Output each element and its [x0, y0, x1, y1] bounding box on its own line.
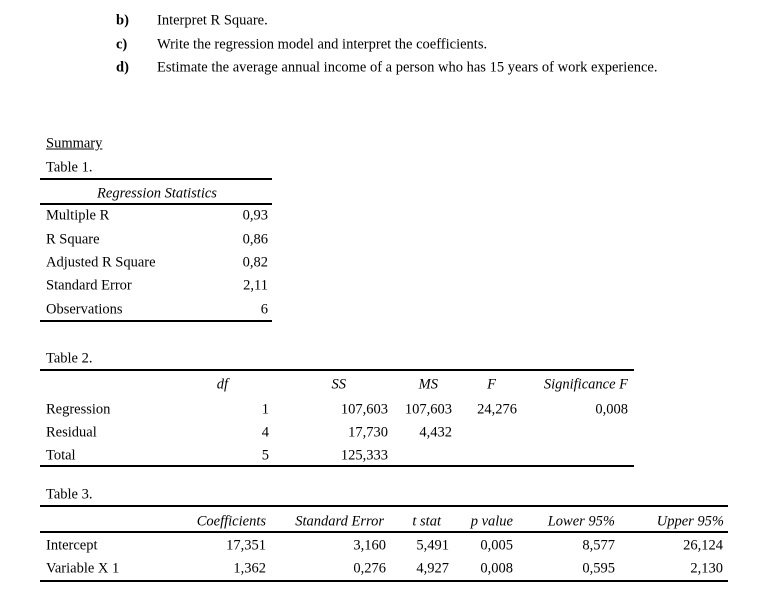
column-header: Coefficients: [196, 513, 266, 530]
row-value: 0,82: [242, 254, 268, 271]
table-rule: [40, 531, 728, 533]
cell: 26,124: [683, 537, 723, 554]
cell: Variable X 1: [46, 560, 120, 577]
row-label: Adjusted R Square: [46, 254, 156, 271]
cell: 1,362: [233, 560, 266, 577]
table1-header: Regression Statistics: [97, 185, 217, 202]
column-header: Standard Error: [295, 513, 384, 530]
row-value: 0,93: [242, 207, 268, 224]
row-value: 0,86: [242, 231, 268, 248]
column-header: F: [487, 376, 496, 393]
cell: 5: [261, 447, 269, 464]
table3-caption: Table 3.: [46, 486, 93, 503]
row-label: Standard Error: [46, 277, 132, 294]
cell: 0,005: [480, 537, 513, 554]
cell: 3,160: [353, 537, 386, 554]
table-rule: [40, 465, 634, 467]
table2-caption: Table 2.: [46, 350, 93, 367]
column-header: Significance F: [543, 376, 628, 393]
question-label: c): [116, 36, 128, 53]
summary-heading: Summary: [46, 135, 103, 152]
cell: Total: [46, 447, 76, 464]
cell: 8,577: [582, 537, 615, 554]
column-header: Upper 95%: [656, 513, 724, 530]
row-value: 2,11: [243, 277, 268, 294]
cell: 5,491: [416, 537, 449, 554]
cell: Regression: [46, 401, 111, 418]
table-rule: [40, 369, 634, 371]
cell: 1: [261, 401, 269, 418]
cell: Intercept: [46, 537, 98, 554]
cell: 17,351: [226, 537, 266, 554]
table-rule: [40, 320, 272, 322]
cell: 0,276: [353, 560, 386, 577]
column-header: Lower 95%: [547, 513, 615, 530]
question-text: Interpret R Square.: [157, 12, 268, 29]
table-rule: [40, 178, 272, 180]
row-value: 6: [260, 301, 268, 318]
column-header: t stat: [412, 513, 441, 530]
row-label: Multiple R: [46, 207, 110, 224]
column-header: SS: [331, 376, 346, 393]
question-label: b): [116, 12, 129, 29]
cell: 4,927: [416, 560, 449, 577]
cell: 107,603: [340, 401, 388, 418]
cell: 0,008: [595, 401, 628, 418]
cell: 4: [261, 424, 269, 441]
row-label: Observations: [46, 301, 123, 318]
cell: 4,432: [419, 424, 452, 441]
cell: 0,008: [480, 560, 513, 577]
table-rule: [40, 505, 728, 507]
question-text: Write the regression model and interpret the coefficients.: [157, 36, 488, 53]
question-text: Estimate the average annual income of a person who has 15 years of work experience.: [157, 59, 658, 76]
cell: Residual: [46, 424, 97, 441]
column-header: MS: [418, 376, 438, 393]
table1-caption: Table 1.: [46, 159, 93, 176]
table-rule: [40, 203, 272, 205]
row-label: R Square: [46, 231, 100, 248]
cell: 24,276: [477, 401, 517, 418]
column-header: p value: [470, 513, 513, 530]
cell: 125,333: [340, 447, 388, 464]
cell: 107,603: [404, 401, 452, 418]
cell: 0,595: [582, 560, 615, 577]
cell: 2,130: [690, 560, 723, 577]
table-rule: [40, 580, 728, 582]
column-header: df: [216, 376, 228, 393]
cell: 17,730: [348, 424, 388, 441]
question-label: d): [116, 59, 129, 76]
